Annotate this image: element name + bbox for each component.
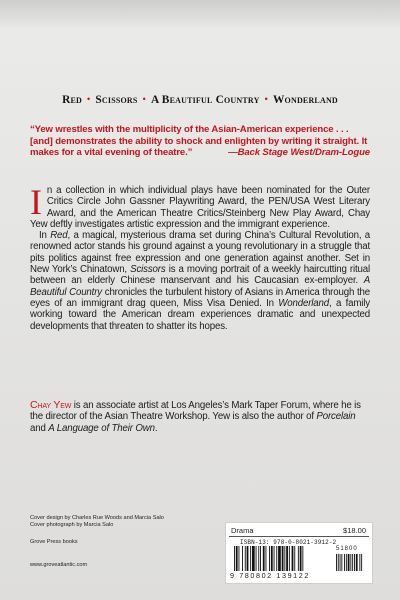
- barcode-bar: [282, 546, 284, 571]
- barcode-addon-bar: [359, 554, 360, 571]
- barcode-bar: [271, 546, 273, 571]
- barcode-bar: [300, 546, 302, 571]
- barcode-addon-bar: [348, 554, 350, 571]
- barcode-bar: [245, 546, 246, 571]
- barcode-bar: [258, 546, 259, 571]
- barcode-addon-bar: [346, 554, 347, 571]
- barcode-bar: [260, 546, 261, 571]
- book-title-a-language-of-their-own: A Language of Their Own: [48, 422, 155, 434]
- drop-cap: I: [30, 182, 42, 222]
- play-title-red: Red: [50, 230, 68, 242]
- book-title-porcelain: Porcelain: [316, 411, 356, 423]
- barcode-bar: [276, 546, 277, 571]
- barcode-bar: [247, 546, 249, 571]
- barcode-addon-bar: [361, 554, 362, 571]
- text-run: .: [154, 422, 158, 434]
- separator-dot-icon: •: [87, 94, 91, 104]
- publisher-name: Grove Press books: [30, 539, 78, 545]
- title-a-beautiful-country: A Beautiful Country: [150, 94, 260, 106]
- text-run: , a magical, mysterious drama set during China’s Cultural Revolution, a renowned actor stands his ground against a young revolutionary in a struggle that pits politics against free expression and one generation against another. Set in New York’s Chinatown,: [30, 230, 370, 276]
- barcode-bar: [284, 546, 285, 571]
- barcode-addon-bar: [340, 554, 341, 571]
- title-scissors: Scissors: [95, 94, 138, 106]
- paragraph-plays: [30, 230, 370, 332]
- top-shadow: [0, 0, 400, 30]
- barcode-bar: [289, 546, 290, 571]
- text-run: chronicles the turbulent history of Asians in America through the eyes of an immigrant drag queen, Miss Visa Denied. In: [30, 286, 370, 309]
- barcode-bar: [239, 546, 240, 571]
- title-red: Red: [62, 94, 83, 106]
- barcode-bar: [252, 546, 255, 571]
- barcode-bar: [286, 546, 288, 571]
- barcode-addon-bar: [352, 554, 353, 571]
- separator-dot-icon: •: [142, 94, 146, 104]
- text-run: , a family working toward the American dream experiences dramatic and unexpected developments that threaten to shatter its hopes.: [30, 297, 370, 332]
- barcode-addon-bar: [356, 554, 358, 571]
- photo-credit: Cover photograph by Marcia Salo: [30, 522, 114, 528]
- quote-text: “Yew wrestles with the multiplicity of the Asian-American experience . . . [and] demonstrates the ability to shock and enlighten by writing it straight. It makes for a vital evening of theatre.”: [30, 124, 368, 159]
- barcode-bar: [234, 546, 235, 571]
- isbn-label: ISBN-13: 978-0-8021-3912-2: [240, 539, 337, 546]
- play-titles: [0, 94, 400, 106]
- barcode-bar: [250, 546, 251, 571]
- intro-text: n a collection in which individual plays have been nominated for the Outer Critics Circle John Gassner Playwriting Award, the PEN/USA West Literary Award, and the American Theatre Critics/Steinberg New Play Award, Chay Yew deftly investigates artistic expression and the immigrant experience.: [30, 185, 370, 230]
- author-name: Chay Yew: [30, 399, 72, 411]
- barcode-addon-digits: 51800: [336, 546, 358, 552]
- barcode-addon-bar: [338, 554, 339, 571]
- barcode-bar: [269, 546, 270, 571]
- author-bio: [30, 400, 370, 434]
- barcode-addon-bar: [354, 554, 355, 571]
- paragraph-intro: [30, 182, 370, 230]
- barcode-divider: [229, 536, 369, 537]
- barcode-bar: [278, 546, 281, 571]
- text-run: and: [30, 422, 49, 434]
- quote-source: —Back Stage West/Dram-Logue: [228, 147, 370, 159]
- price-label: $18.00: [343, 526, 366, 535]
- description: [30, 182, 371, 332]
- barcode-bar: [292, 546, 294, 571]
- barcode-bar: [236, 546, 238, 571]
- play-title-wonderland: Wonderland: [278, 297, 330, 309]
- barcode-bar: [266, 546, 267, 571]
- publisher-website: www.groveatlantic.com: [30, 562, 88, 568]
- barcode-bar: [302, 546, 303, 571]
- barcode-addon-bar: [350, 554, 351, 571]
- review-quote: [30, 124, 370, 159]
- barcode-addon-bar: [341, 554, 342, 571]
- barcode-digits: 9 780802 139122: [230, 571, 310, 580]
- title-wonderland: Wonderland: [272, 94, 338, 106]
- barcode-bar: [294, 546, 295, 571]
- design-credit: Cover design by Charles Rue Woods and Marcia Salo: [30, 515, 164, 521]
- barcode-addon-bar: [336, 554, 337, 571]
- barcode-bar: [242, 546, 243, 571]
- barcode-bar: [263, 546, 265, 571]
- barcode-bar: [256, 546, 257, 571]
- separator-dot-icon: •: [264, 94, 268, 104]
- cover-credits: [30, 515, 164, 529]
- category-label: Drama: [231, 526, 254, 535]
- text-run: is a moving portrait of a weekly haircutting ritual between an elderly Chinese manservant and his Caucasian ex-employer.: [30, 264, 371, 287]
- barcode-addon-bar: [344, 554, 345, 571]
- play-title-a-beautiful-country: A Beautiful Country: [30, 275, 370, 298]
- barcode-box: [225, 522, 373, 584]
- play-title-scissors: Scissors: [130, 264, 166, 276]
- text-run: In: [39, 230, 51, 242]
- text-run: is an associate artist at Los Angeles’s Mark Taper Forum, where he is the director of the Asian Theatre Workshop. Yew is also the author of: [30, 400, 361, 423]
- barcode-bar: [298, 546, 299, 571]
- barcode-bar: [274, 546, 275, 571]
